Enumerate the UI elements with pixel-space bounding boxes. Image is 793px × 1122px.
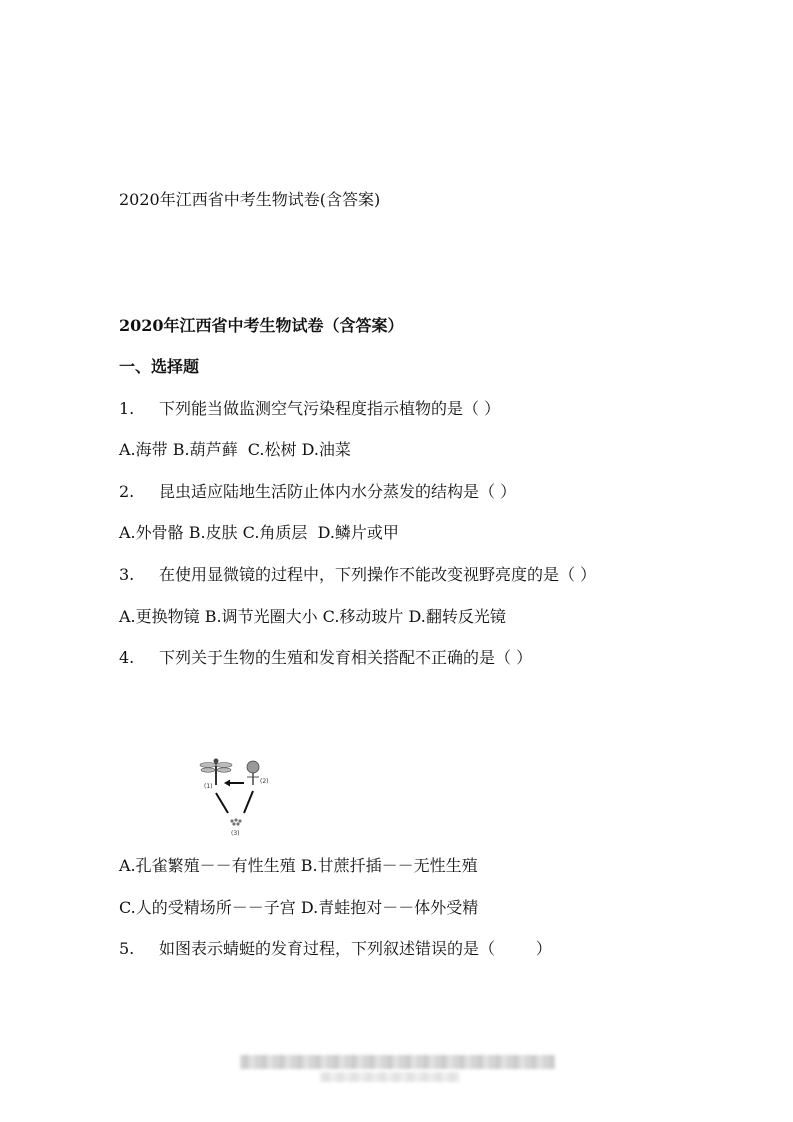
question-text: 下列能当做监测空气污染程度指示植物的是（ ）: [159, 399, 501, 418]
blurred-footer-secondary: [320, 1072, 460, 1082]
question-text: 昆虫适应陆地生活防止体内水分蒸发的结构是（ ）: [159, 482, 517, 501]
svg-text:(1): (1): [204, 783, 213, 790]
question-3-options: A.更换物镜 B.调节光圈大小 C.移动玻片 D.翻转反光镜: [119, 607, 506, 626]
svg-text:(2): (2): [260, 778, 269, 785]
question-5: [119, 939, 552, 959]
question-4: [119, 648, 532, 668]
document-title: 2020年江西省中考生物试卷(含答案): [119, 190, 381, 209]
section-heading: 一、选择题: [119, 357, 200, 376]
question-4-options-line-2: C.人的受精场所－－子宫 D.青蛙抱对－－体外受精: [119, 898, 479, 917]
question-number: 4.: [119, 648, 135, 667]
svg-text:(3): (3): [231, 830, 240, 837]
question-1: [119, 399, 500, 419]
question-4-options-line-1: A.孔雀繁殖－－有性生殖 B.甘蔗扦插－－无性生殖: [119, 856, 478, 875]
question-number: 2.: [119, 482, 135, 501]
question-text: 如图表示蜻蜓的发育过程，下列叙述错误的是（ ）: [159, 939, 552, 958]
blurred-footer: [240, 1055, 555, 1069]
question-number: 5.: [119, 939, 135, 958]
question-2-options: A.外骨骼 B.皮肤 C.角质层 D.鳞片或甲: [119, 523, 399, 542]
question-text: 在使用显微镜的过程中，下列操作不能改变视野亮度的是（ ）: [159, 565, 597, 584]
question-number: 1.: [119, 399, 135, 418]
dragonfly-life-cycle-diagram: [196, 755, 276, 839]
question-2: [119, 482, 516, 502]
question-text: 下列关于生物的生殖和发育相关搭配不正确的是（ ）: [159, 648, 533, 667]
question-1-options: A.海带 B.葫芦藓 C.松树 D.油菜: [119, 440, 351, 459]
question-3: [119, 565, 596, 585]
exam-title: 2020年江西省中考生物试卷（含答案）: [119, 316, 404, 335]
question-number: 3.: [119, 565, 135, 584]
dragonfly-life-cycle-icon: [196, 755, 276, 839]
